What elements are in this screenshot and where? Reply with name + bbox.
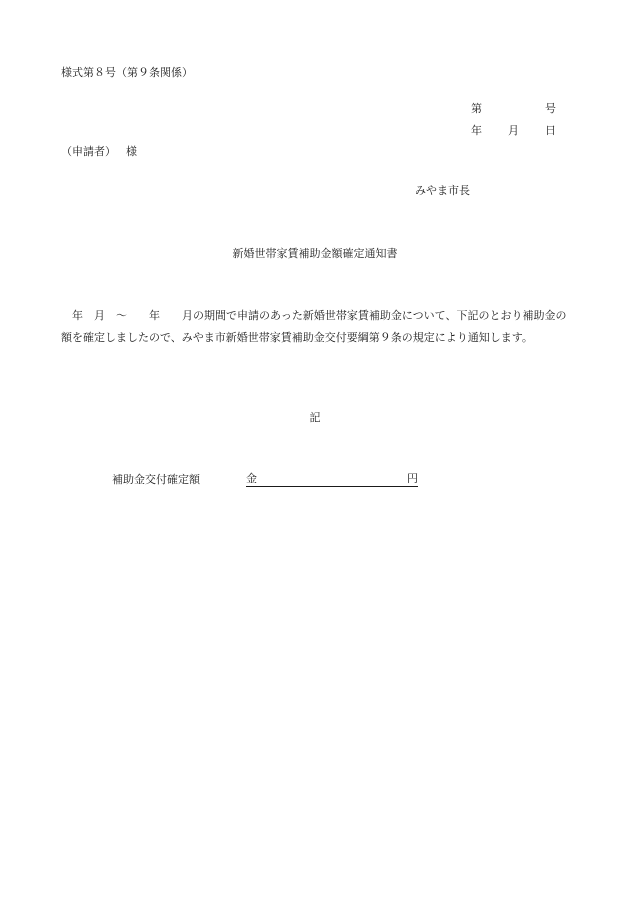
amount-suffix: 円 (407, 472, 418, 485)
document-number-prefix: 第 (471, 102, 482, 115)
amount-prefix: 金 (246, 472, 257, 485)
date-year-label: 年 (471, 124, 482, 137)
document-title: 新婚世帯家賃補助金額確定通知書 (232, 247, 398, 260)
form-number: 様式第８号（第９条関係） (61, 66, 193, 79)
body-paragraph: 年 月 ～ 年 月の期間で申請のあった新婚世帯家賃補助金について、下記のとおり補助金の額を確定しましたので、みやま市新婚世帯家賃補助金交付要綱第９条の規定により通知します。 (61, 309, 567, 344)
recipient-label: （申請者） (61, 145, 116, 158)
amount-label: 補助金交付確定額 (112, 473, 200, 486)
document-number-suffix: 号 (545, 102, 556, 115)
recipient (61, 145, 137, 159)
recipient-honorific: 様 (126, 145, 137, 158)
ki-heading: 記 (309, 411, 321, 424)
amount-field (246, 471, 418, 487)
issuer: みやま市長 (415, 184, 470, 197)
date-month-label: 月 (508, 124, 519, 137)
date-day-label: 日 (545, 124, 556, 137)
